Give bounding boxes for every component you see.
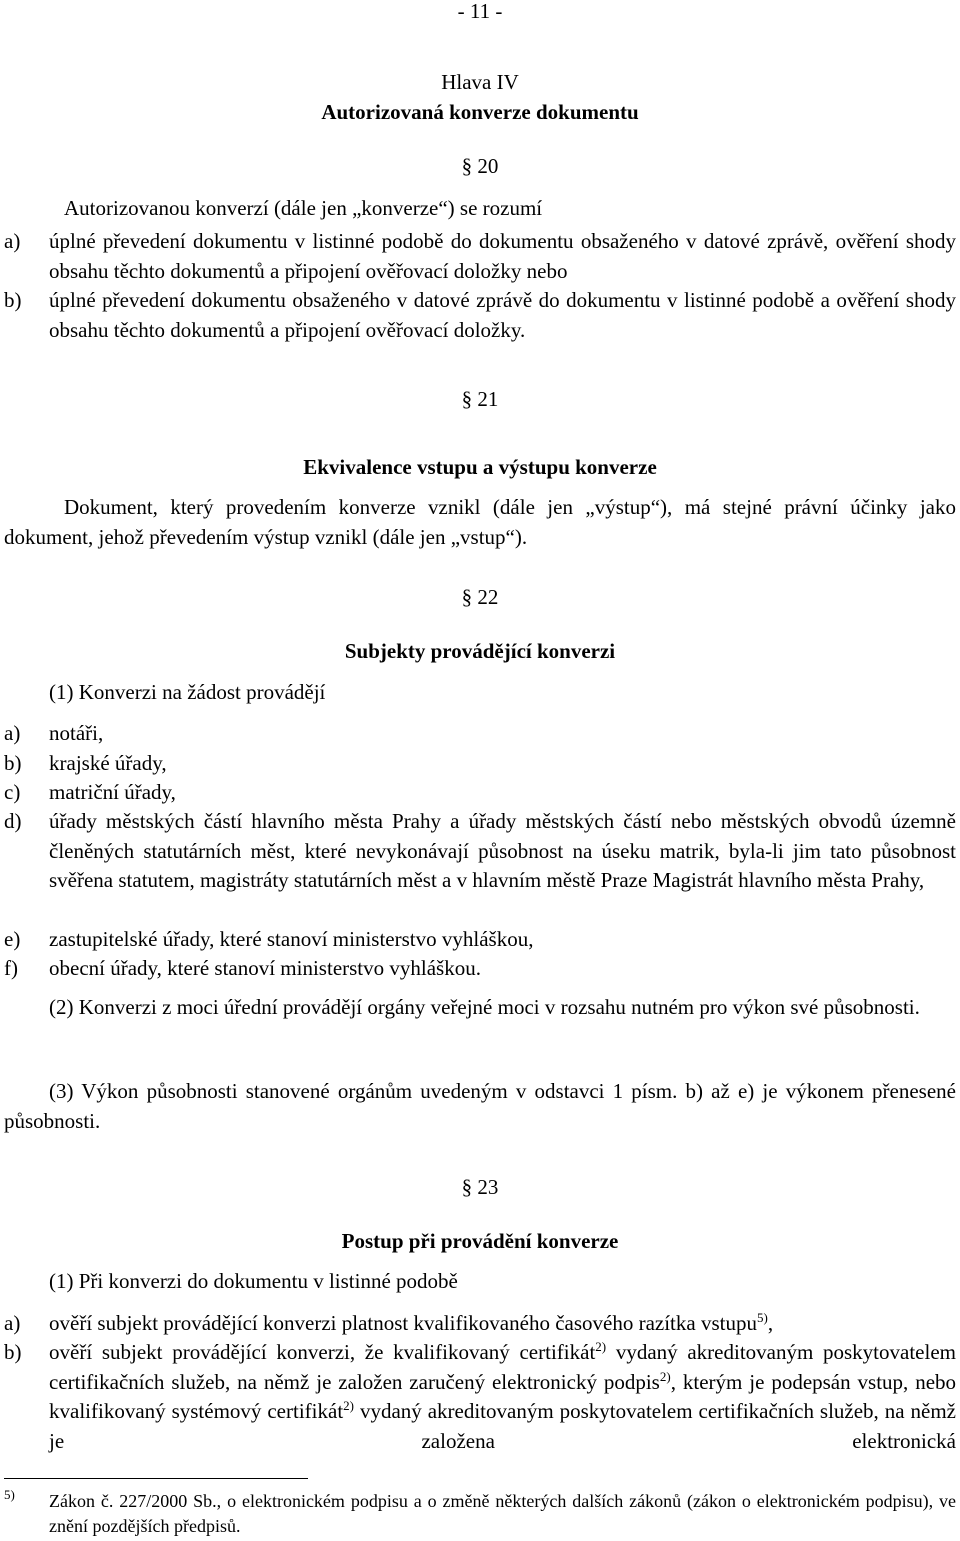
section-23-number: § 23 bbox=[461, 1175, 499, 1199]
section-20-intro: Autorizovanou konverzí (dále jen „konverze“) se rozumí bbox=[64, 196, 543, 220]
section-22-item-c bbox=[4, 778, 956, 808]
section-20-item-a bbox=[4, 227, 956, 286]
section-22-item-f bbox=[4, 954, 956, 984]
footnote-ref: 2) bbox=[595, 1339, 607, 1354]
item-text: úplné převedení dokumentu obsaženého v datové zprávě do dokumentu v listinné podobě a ověření shody obsahu těchto dokumentů a připojení ověřovací doložky. bbox=[49, 288, 956, 342]
page-number: - 11 - bbox=[457, 0, 503, 23]
section-23-heading: Postup při provádění konverze bbox=[341, 1229, 619, 1253]
item-label: a) bbox=[4, 229, 21, 253]
section-21-paragraph: Dokument, který provedením konverze vznikl (dále jen „výstup“), má stejné právní účinky jako dokument, jehož převedením výstup vznikl (dále jen „vstup“). bbox=[4, 495, 956, 549]
section-22-paragraph-2: (2) Konverzi z moci úřední provádějí orgány veřejné moci v rozsahu nutném pro výkon své působnosti. bbox=[49, 995, 920, 1019]
section-22-heading: Subjekty provádějící konverzi bbox=[344, 639, 616, 663]
section-20-number: § 20 bbox=[461, 154, 499, 178]
footnote-mark: 5) bbox=[4, 1487, 15, 1502]
section-22-paragraph-3: (3) Výkon působnosti stanovené orgánům uvedeným v odstavci 1 písm. b) až e) je výkonem přenesené působnosti. bbox=[4, 1079, 956, 1133]
chapter-title: Autorizovaná konverze dokumentu bbox=[321, 100, 639, 124]
chapter-label: Hlava IV bbox=[441, 70, 519, 94]
item-label: d) bbox=[4, 809, 22, 833]
item-text: krajské úřady, bbox=[49, 751, 167, 775]
section-22-item-b bbox=[4, 749, 956, 779]
item-label: a) bbox=[4, 1311, 21, 1335]
footnote-ref: 2) bbox=[659, 1368, 671, 1384]
section-22-item-e bbox=[4, 925, 956, 955]
section-23-p1-intro: (1) Při konverzi do dokumentu v listinné podobě bbox=[49, 1269, 458, 1293]
item-text-tail: , bbox=[767, 1311, 774, 1335]
section-22-number: § 22 bbox=[461, 585, 499, 609]
item-label: e) bbox=[4, 927, 21, 951]
section-21-number: § 21 bbox=[461, 387, 499, 411]
item-text: ověří subjekt provádějící konverzi platnost kvalifikovaného časového razítka vstupu bbox=[49, 1311, 757, 1335]
item-text-part-1: ověří subjekt provádějící konverzi, že kvalifikovaný certifikát bbox=[49, 1340, 596, 1364]
item-text-part-3: , kterým je podepsán vstup, nebo kvalifikovaný systémový certifikát bbox=[49, 1369, 957, 1423]
section-23-item-a bbox=[4, 1309, 956, 1339]
section-22-item-a bbox=[4, 719, 956, 749]
footnote-ref: 5) bbox=[756, 1310, 768, 1325]
item-text: matriční úřady, bbox=[49, 780, 176, 804]
footnote-separator bbox=[4, 1478, 308, 1479]
item-label: f) bbox=[4, 956, 18, 980]
section-22-p1-intro: (1) Konverzi na žádost provádějí bbox=[49, 680, 326, 704]
section-20-item-b bbox=[4, 286, 956, 345]
item-text-part-4: vydaný akreditovaným poskytovatelem certifikačních služeb, na němž je založena elektronická bbox=[49, 1399, 956, 1453]
item-text: zastupitelské úřady, které stanoví ministerstvo vyhláškou, bbox=[49, 927, 534, 951]
item-label: a) bbox=[4, 721, 21, 745]
item-text: úřady městských částí hlavního města Prahy a úřady městských částí nebo městských obvodů územně členěných statutárních měst, které nevykonávají působnost na úseku matrik, byla-li jim tato působnost svěřena statutem, magistráty statutárních měst a v hlavním městě Praze Magistrát hlavního města Prahy, bbox=[49, 809, 956, 892]
item-label: b) bbox=[4, 751, 22, 775]
item-label: b) bbox=[4, 1340, 22, 1364]
section-22-item-d bbox=[4, 807, 956, 896]
section-23-item-b bbox=[4, 1338, 956, 1456]
item-label: c) bbox=[4, 780, 21, 804]
section-21-heading: Ekvivalence vstupu a výstupu konverze bbox=[303, 455, 657, 479]
footnote-ref: 2) bbox=[343, 1398, 354, 1413]
footnote-text: Zákon č. 227/2000 Sb., o elektronickém podpisu a o změně některých dalších zákonů (zákon o elektronickém podpisu), ve znění pozdějších předpisů. bbox=[49, 1491, 956, 1536]
item-text: notáři, bbox=[49, 721, 104, 745]
item-text: obecní úřady, které stanoví ministerstvo vyhláškou. bbox=[49, 956, 481, 980]
item-text-part-2: vydaný akreditovaným poskytovatelem certifikačních služeb, na němž je založen zaručený elektronický podpis bbox=[49, 1340, 956, 1394]
item-text: úplné převedení dokumentu v listinné podobě do dokumentu obsaženého v datové zprávě, ověření shody obsahu těchto dokumentů a připojení ověřovací doložky nebo bbox=[49, 229, 956, 283]
item-label: b) bbox=[4, 288, 22, 312]
